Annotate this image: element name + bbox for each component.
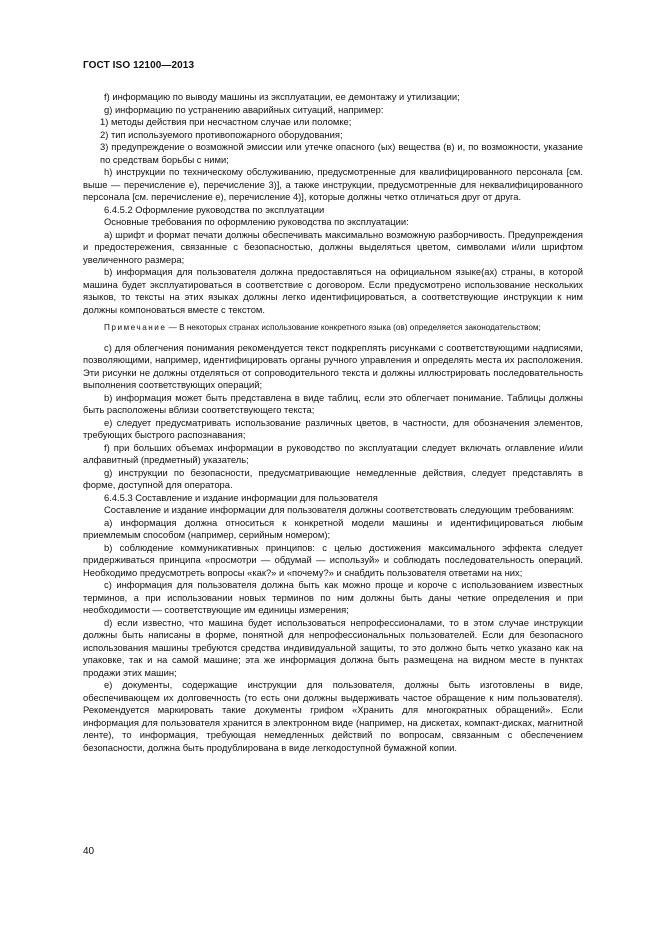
sub-item-3: 3) предупреждение о возможной эмиссии или утечке опасного (ых) вещества (в) и, по возможности, указание по средствам борьбы с ними; [100, 141, 583, 165]
page-number: 40 [83, 846, 95, 857]
list-item-f-decommission: f) информацию по выводу машины из эксплуатации, ее демонтажу и утилизации; [104, 91, 460, 102]
list-item-g-safety: g) инструкции по безопасности, предусматривающие немедленные действия, следует представлять в форме, доступной для оператора. [83, 466, 583, 490]
note-text: — В некоторых странах использование конкретного языка (ов) определяется законодательством; [166, 323, 541, 332]
note [83, 322, 583, 334]
list-item-b-communication: b) соблюдение коммуникативных принципов: с целью достижения максимального эффекта следует придерживаться принципа «просмотри — обдумай — используй» и соблюдать последовательность операций. Необходимо предусмотреть вопросы «как?» и «почему?» и снабдить пользователя ответами на них; [83, 541, 583, 578]
list-item-d-nonprofessionals: d) если известно, что машина будет использоваться непрофессионалами, то в этом случае инструкции должны быть написаны в форме, понятной для непрофессиональных пользователей. Если для безопасного использования машины требуются средства индивидуальной защиты, то это должно быть четко указано как на упаковке, так и на самой машине; эта же информация должна быть размещена на видном месте в пунктах продажи этих машин; [83, 616, 583, 678]
document-header: ГОСТ ISO 12100—2013 [83, 60, 195, 71]
list-item-e-colors: e) следует предусматривать использование различных цветов, в частности, для обозначения элементов, требующих быстрого распознавания; [83, 416, 583, 440]
list-item-a-model: a) информация должна относиться к конкретной модели машины и идентифицироваться любым приемлемым способом (например, серийным номером); [83, 516, 583, 540]
section-heading-6-4-5-3: 6.4.5.3 Составление и издание информации для пользователя [104, 491, 378, 503]
paragraph-intro: Основные требования по оформлению руководства по эксплуатации: [104, 216, 409, 227]
list-item-a-font: a) шрифт и формат печати должны обеспечивать максимально возможную разборчивость. Предупреждения и предостережения, связанные с безопасностью, должны выделяться цветом, символами и/или шрифтом увеличенного размера; [83, 228, 583, 265]
list-item-g-emergency: g) информацию по устранению аварийных ситуаций, например: [104, 103, 384, 115]
list-item-b-language: b) информация для пользователя должна предоставляться на официальном языке(ах) страны, в которой машина будет эксплуатироваться в соответствие с договором. Если предусмотрено использование нескольких языков, то тексты на этих языках должны легко идентифицироваться, а соответствующие инструкции к ним должны компоноваться вместе с текстом. [83, 266, 583, 315]
paragraph-requirements: Составление и издание информации для пользователя должны соответствовать следующим требованиям: [104, 504, 575, 515]
list-item-h-maintenance: h) инструкции по техническому обслуживанию, предусмотренные для квалифицированного персонала [см. выше — перечисление е), перечисление 3)], а также инструкции, предусмотренные для неквалифицированного персонала [см. перечисление е), перечисление 4)], которые должны четко отличаться друг от друга. [83, 166, 583, 202]
list-item-b-tables: b) информация может быть представлена в виде таблиц, если это облегчает понимание. Таблицы должны быть расположены вблизи соответствующего текста; [83, 391, 583, 415]
list-item-f-index: f) при больших объемах информации в руководство по эксплуатации следует включать оглавление и/или алфавитный (предметный) указатель; [83, 441, 583, 465]
list-item-c-terms: c) информация для пользователя должна быть как можно проще и короче с использованием известных терминов, а при использовании новых терминов по ним должны быть даны четкие определения и при необходимости — соответствующие им единицы измерения; [83, 579, 583, 615]
list-item-e-documents: e) документы, содержащие инструкции для пользователя, должны быть изготовлены в виде, обеспечивающем их долговечность (то есть они должны выдерживать частое обращение к ним пользователя). Рекомендуется маркировать такие документы грифом «Хранить для многократных обращений». Если информация для пользователя хранится в электронном виде (например, на дискетах, компакт-дисках, магнитной ленте), то информация, требующая немедленных действий по вопросам, связанным с обеспечением безопасности, должна быть продублирована в виде легкодоступной бумажной копии. [83, 679, 583, 753]
sub-item-2: 2) тип используемого противопожарного оборудования; [100, 128, 343, 140]
sub-item-1: 1) методы действия при несчастном случае или поломке; [100, 116, 352, 127]
body-text [83, 91, 583, 754]
section-heading-6-4-5-2: 6.4.5.2 Оформление руководства по эксплуатации [104, 203, 325, 215]
list-item-c-figures: c) для облегчения понимания рекомендуется текст подкреплять рисунками с соответствующими надписями, позволяющими, например, идентифицировать органы ручного управления и определять места их расположения. Эти рисунки не должны отделяться от сопроводительного текста и должны иллюстрировать последовательность выполнения соответствующих операций; [83, 341, 583, 390]
note-label: Примечание [104, 323, 167, 332]
